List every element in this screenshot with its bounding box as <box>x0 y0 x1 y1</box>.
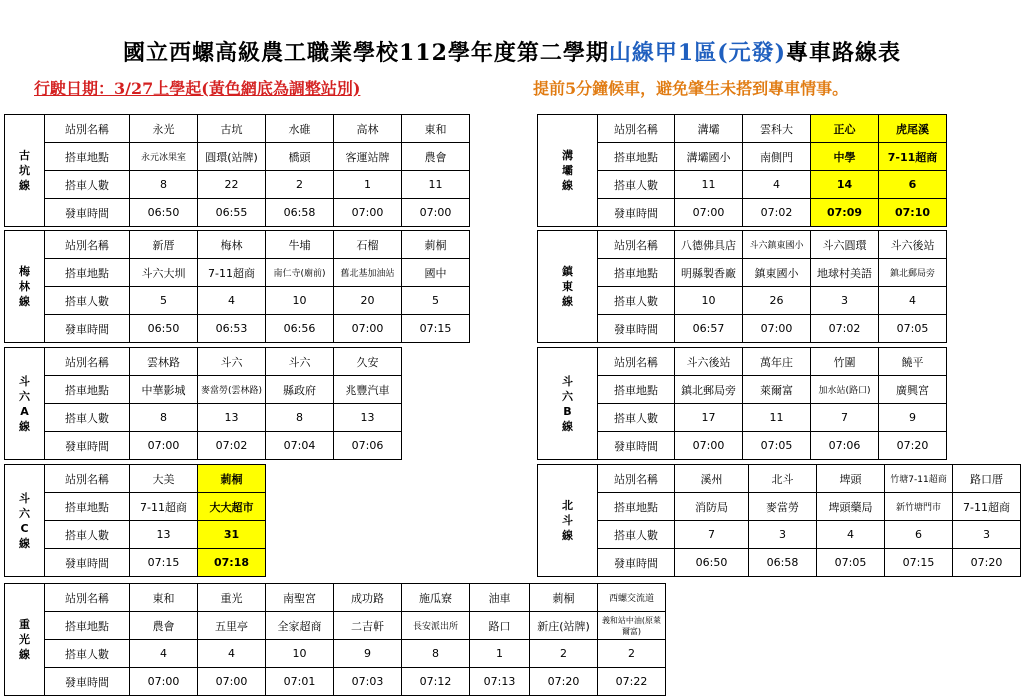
pickup-location: 廣興宮 <box>879 376 947 404</box>
rider-count: 13 <box>334 404 402 432</box>
route-label: 鎮 東 線 <box>538 231 598 343</box>
departure-time: 07:15 <box>402 315 470 343</box>
departure-time: 06:50 <box>130 315 198 343</box>
departure-time: 06:56 <box>266 315 334 343</box>
rider-count: 13 <box>198 404 266 432</box>
rider-count: 2 <box>598 640 666 668</box>
departure-time: 07:00 <box>743 315 811 343</box>
pickup-location: 南仁寺(廟前) <box>266 259 334 287</box>
rider-count: 3 <box>811 287 879 315</box>
rider-count: 9 <box>879 404 947 432</box>
pickup-location: 義和站中油(原萊爾富) <box>598 612 666 640</box>
departure-time: 07:20 <box>953 549 1021 577</box>
pickup-location: 7-11超商 <box>198 259 266 287</box>
station-name: 八德佛具店 <box>675 231 743 259</box>
pickup-location: 縣政府 <box>266 376 334 404</box>
route-label: 斗 六 B 線 <box>538 348 598 460</box>
rider-count: 11 <box>743 404 811 432</box>
row-header-time: 發車時間 <box>598 199 675 227</box>
departure-time: 07:00 <box>130 432 198 460</box>
route-label: 古 坑 線 <box>5 115 45 227</box>
station-name: 石榴 <box>334 231 402 259</box>
pickup-location: 南側門 <box>743 143 811 171</box>
station-name: 梅林 <box>198 231 266 259</box>
row-header-riders: 搭車人數 <box>45 521 130 549</box>
station-name: 水碓 <box>266 115 334 143</box>
rider-count: 10 <box>675 287 743 315</box>
route-table-zhendong <box>537 230 947 343</box>
route-label: 溝 壩 線 <box>538 115 598 227</box>
rider-count: 3 <box>953 521 1021 549</box>
route-table-zhongguang <box>4 583 666 696</box>
pickup-location: 萊爾富 <box>743 376 811 404</box>
departure-time: 07:00 <box>198 668 266 696</box>
station-name: 油車 <box>470 584 530 612</box>
departure-time: 07:02 <box>198 432 266 460</box>
row-header-riders: 搭車人數 <box>598 287 675 315</box>
departure-time: 07:04 <box>266 432 334 460</box>
row-header-location: 搭車地點 <box>45 493 130 521</box>
rider-count: 22 <box>198 171 266 199</box>
station-name: 雲林路 <box>130 348 198 376</box>
route-table-douliu-b <box>537 347 947 460</box>
departure-time: 06:53 <box>198 315 266 343</box>
pickup-location: 明縣製香廠 <box>675 259 743 287</box>
pickup-location: 新庄(站牌) <box>530 612 598 640</box>
row-header-station: 站別名稱 <box>598 348 675 376</box>
pickup-location: 鎮東國小 <box>743 259 811 287</box>
departure-time: 07:00 <box>675 432 743 460</box>
departure-time: 07:06 <box>811 432 879 460</box>
pickup-location: 五里亭 <box>198 612 266 640</box>
route-table-meilin <box>4 230 470 343</box>
rider-count: 4 <box>198 640 266 668</box>
station-name: 溝壩 <box>675 115 743 143</box>
rider-count: 1 <box>334 171 402 199</box>
departure-time: 07:15 <box>130 549 198 577</box>
rider-count: 26 <box>743 287 811 315</box>
pickup-location: 7-11超商 <box>130 493 198 521</box>
rider-count: 2 <box>266 171 334 199</box>
row-header-time: 發車時間 <box>598 432 675 460</box>
pickup-location: 圓環(站牌) <box>198 143 266 171</box>
departure-time: 07:02 <box>743 199 811 227</box>
pickup-location: 客運站牌 <box>334 143 402 171</box>
pickup-location: 路口 <box>470 612 530 640</box>
station-name: 北斗 <box>749 465 817 493</box>
row-header-riders: 搭車人數 <box>598 171 675 199</box>
departure-time: 06:50 <box>675 549 749 577</box>
departure-time: 07:05 <box>817 549 885 577</box>
station-name: 古坑 <box>198 115 266 143</box>
row-header-location: 搭車地點 <box>598 259 675 287</box>
departure-time: 06:58 <box>749 549 817 577</box>
route-table-goubi <box>537 114 947 227</box>
pickup-location: 鎮北郵局旁 <box>879 259 947 287</box>
station-name: 成功路 <box>334 584 402 612</box>
row-header-location: 搭車地點 <box>598 143 675 171</box>
departure-time: 07:00 <box>130 668 198 696</box>
rider-count: 5 <box>402 287 470 315</box>
station-name: 斗六圓環 <box>811 231 879 259</box>
rider-count-changed: 6 <box>879 171 947 199</box>
row-header-riders: 搭車人數 <box>45 640 130 668</box>
rider-count: 4 <box>817 521 885 549</box>
row-header-riders: 搭車人數 <box>45 404 130 432</box>
rider-count: 4 <box>198 287 266 315</box>
station-name: 牛埔 <box>266 231 334 259</box>
pickup-location: 全家超商 <box>266 612 334 640</box>
route-label: 梅 林 線 <box>5 231 45 343</box>
row-header-station: 站別名稱 <box>45 115 130 143</box>
route-table-douliu-a <box>4 347 402 460</box>
rider-count-changed: 14 <box>811 171 879 199</box>
rider-count: 1 <box>470 640 530 668</box>
station-name: 莿桐 <box>530 584 598 612</box>
service-date-notice: 行駛日期：3/27上學起(黃色網底為調整站別) <box>34 79 361 98</box>
station-name: 重光 <box>198 584 266 612</box>
station-name: 斗六後站 <box>675 348 743 376</box>
rider-count: 3 <box>749 521 817 549</box>
station-name: 新厝 <box>130 231 198 259</box>
rider-count: 6 <box>885 521 953 549</box>
row-header-time: 發車時間 <box>45 549 130 577</box>
pickup-location: 國中 <box>402 259 470 287</box>
route-label: 斗 六 C 線 <box>5 465 45 577</box>
pickup-location: 7-11超商 <box>953 493 1021 521</box>
departure-time: 06:50 <box>130 199 198 227</box>
row-header-station: 站別名稱 <box>45 231 130 259</box>
row-header-riders: 搭車人數 <box>45 287 130 315</box>
departure-time: 07:15 <box>885 549 953 577</box>
row-header-location: 搭車地點 <box>598 493 675 521</box>
row-header-location: 搭車地點 <box>45 612 130 640</box>
station-name: 施瓜寮 <box>402 584 470 612</box>
departure-time: 07:00 <box>675 199 743 227</box>
page-title: 國立西螺高級農工職業學校112學年度第二學期山線甲1區(元發)專車路線表 <box>122 40 902 66</box>
rider-count: 10 <box>266 640 334 668</box>
route-table-beidou <box>537 464 1021 577</box>
row-header-location: 搭車地點 <box>45 376 130 404</box>
station-name: 饒平 <box>879 348 947 376</box>
rider-count: 10 <box>266 287 334 315</box>
pickup-location: 兆豐汽車 <box>334 376 402 404</box>
rider-count: 8 <box>130 404 198 432</box>
departure-time: 07:05 <box>743 432 811 460</box>
pickup-location: 溝壩國小 <box>675 143 743 171</box>
station-name: 東和 <box>402 115 470 143</box>
departure-time-changed: 07:10 <box>879 199 947 227</box>
station-name: 埤頭 <box>817 465 885 493</box>
row-header-time: 發車時間 <box>598 549 675 577</box>
row-header-station: 站別名稱 <box>598 465 675 493</box>
departure-time: 07:22 <box>598 668 666 696</box>
early-arrival-notice: 提前5分鐘候車，避免肇生未搭到專車情事。 <box>533 79 849 98</box>
station-name-changed: 莿桐 <box>198 465 266 493</box>
station-name: 南聖宮 <box>266 584 334 612</box>
station-name: 路口厝 <box>953 465 1021 493</box>
rider-count: 9 <box>334 640 402 668</box>
station-name-changed: 虎尾溪 <box>879 115 947 143</box>
pickup-location: 鎮北郵局旁 <box>675 376 743 404</box>
row-header-station: 站別名稱 <box>598 231 675 259</box>
rider-count: 13 <box>130 521 198 549</box>
pickup-location: 農會 <box>402 143 470 171</box>
station-name: 溪州 <box>675 465 749 493</box>
departure-time: 06:58 <box>266 199 334 227</box>
row-header-location: 搭車地點 <box>45 259 130 287</box>
station-name: 斗六後站 <box>879 231 947 259</box>
row-header-station: 站別名稱 <box>45 584 130 612</box>
row-header-location: 搭車地點 <box>45 143 130 171</box>
row-header-station: 站別名稱 <box>45 465 130 493</box>
departure-time: 07:00 <box>334 315 402 343</box>
pickup-location: 消防局 <box>675 493 749 521</box>
pickup-location: 斗六大圳 <box>130 259 198 287</box>
pickup-location: 中華影城 <box>130 376 198 404</box>
departure-time: 07:00 <box>402 199 470 227</box>
station-name: 竹塘7-11超商 <box>885 465 953 493</box>
pickup-location: 舊北基加油站 <box>334 259 402 287</box>
rider-count: 8 <box>266 404 334 432</box>
row-header-riders: 搭車人數 <box>598 521 675 549</box>
rider-count: 4 <box>130 640 198 668</box>
row-header-location: 搭車地點 <box>598 376 675 404</box>
rider-count: 11 <box>675 171 743 199</box>
route-label: 斗 六 A 線 <box>5 348 45 460</box>
pickup-location-changed: 7-11超商 <box>879 143 947 171</box>
departure-time: 07:03 <box>334 668 402 696</box>
departure-time: 06:55 <box>198 199 266 227</box>
row-header-time: 發車時間 <box>45 315 130 343</box>
rider-count: 5 <box>130 287 198 315</box>
pickup-location: 地球村美語 <box>811 259 879 287</box>
rider-count: 7 <box>675 521 749 549</box>
station-name: 高林 <box>334 115 402 143</box>
row-header-riders: 搭車人數 <box>45 171 130 199</box>
departure-time: 07:06 <box>334 432 402 460</box>
row-header-time: 發車時間 <box>45 432 130 460</box>
station-name: 東和 <box>130 584 198 612</box>
pickup-location: 麥當勞(雲林路) <box>198 376 266 404</box>
departure-time: 07:05 <box>879 315 947 343</box>
row-header-station: 站別名稱 <box>598 115 675 143</box>
station-name: 久安 <box>334 348 402 376</box>
departure-time-changed: 07:09 <box>811 199 879 227</box>
station-name: 永光 <box>130 115 198 143</box>
rider-count: 20 <box>334 287 402 315</box>
route-label: 重 光 線 <box>5 584 45 696</box>
station-name: 大美 <box>130 465 198 493</box>
departure-time: 07:20 <box>530 668 598 696</box>
row-header-time: 發車時間 <box>45 668 130 696</box>
rider-count: 8 <box>130 171 198 199</box>
pickup-location-changed: 中學 <box>811 143 879 171</box>
rider-count: 17 <box>675 404 743 432</box>
departure-time-changed: 07:18 <box>198 549 266 577</box>
row-header-station: 站別名稱 <box>45 348 130 376</box>
row-header-time: 發車時間 <box>45 199 130 227</box>
pickup-location: 二吉軒 <box>334 612 402 640</box>
departure-time: 07:12 <box>402 668 470 696</box>
pickup-location: 加水站(路口) <box>811 376 879 404</box>
rider-count: 4 <box>879 287 947 315</box>
row-header-time: 發車時間 <box>598 315 675 343</box>
departure-time: 06:57 <box>675 315 743 343</box>
route-label: 北 斗 線 <box>538 465 598 577</box>
rider-count: 11 <box>402 171 470 199</box>
departure-time: 07:13 <box>470 668 530 696</box>
station-name: 斗六 <box>198 348 266 376</box>
departure-time: 07:01 <box>266 668 334 696</box>
pickup-location-changed: 大大超市 <box>198 493 266 521</box>
station-name-changed: 正心 <box>811 115 879 143</box>
pickup-location: 新竹塘門市 <box>885 493 953 521</box>
station-name: 斗六鎮東國小 <box>743 231 811 259</box>
row-header-riders: 搭車人數 <box>598 404 675 432</box>
departure-time: 07:00 <box>334 199 402 227</box>
station-name: 西螺交流道 <box>598 584 666 612</box>
departure-time: 07:02 <box>811 315 879 343</box>
station-name: 斗六 <box>266 348 334 376</box>
pickup-location: 長安派出所 <box>402 612 470 640</box>
pickup-location: 農會 <box>130 612 198 640</box>
route-table-gukeng <box>4 114 470 227</box>
rider-count: 4 <box>743 171 811 199</box>
station-name: 竹圍 <box>811 348 879 376</box>
station-name: 萬年庄 <box>743 348 811 376</box>
pickup-location: 麥當勞 <box>749 493 817 521</box>
rider-count: 8 <box>402 640 470 668</box>
route-table-douliu-c <box>4 464 266 577</box>
departure-time: 07:20 <box>879 432 947 460</box>
rider-count: 2 <box>530 640 598 668</box>
pickup-location: 埤頭藥局 <box>817 493 885 521</box>
pickup-location: 橋頭 <box>266 143 334 171</box>
station-name: 莿桐 <box>402 231 470 259</box>
rider-count: 7 <box>811 404 879 432</box>
pickup-location: 永元冰果室 <box>130 143 198 171</box>
station-name: 雲科大 <box>743 115 811 143</box>
rider-count-changed: 31 <box>198 521 266 549</box>
